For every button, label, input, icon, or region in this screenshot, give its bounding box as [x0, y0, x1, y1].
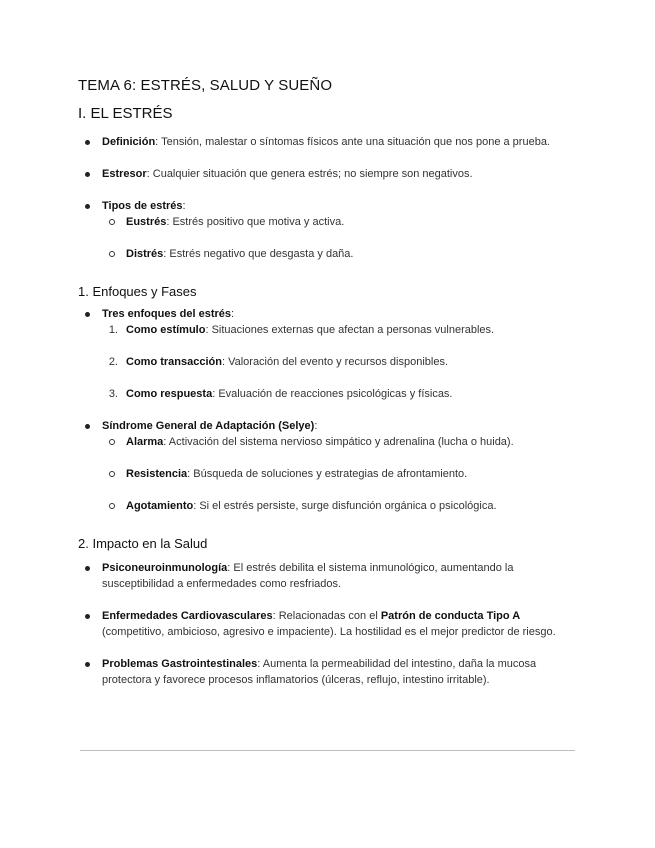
bullet-icon [85, 614, 90, 619]
text-estimulo: : Situaciones externas que afectan a personas vulnerables. [205, 324, 495, 336]
approaches-numbered-list [102, 322, 583, 402]
term-respuesta: Como respuesta [126, 388, 213, 400]
list-item-tres-enfoques [78, 306, 583, 402]
term-estresor: Estresor [102, 168, 147, 180]
list-item-eustres [102, 214, 583, 230]
term-resistencia: Resistencia [126, 468, 188, 480]
list-item-definicion [78, 134, 583, 150]
text-transaccion: : Valoración del evento y recursos disponibles. [221, 356, 449, 368]
text-sga: : [314, 420, 318, 432]
term-tres-enfoques: Tres enfoques del estrés [102, 308, 231, 320]
text-tipos-estres: : [182, 200, 186, 212]
sga-phases-list [102, 434, 583, 514]
text-distres: : Estrés negativo que desgasta y daña. [163, 248, 354, 260]
hollow-bullet-icon [109, 471, 115, 477]
impacto-list [78, 560, 583, 688]
list-item-tipos-estres [78, 198, 583, 262]
term-definicion: Definición [102, 136, 156, 148]
term-alarma: Alarma [126, 436, 164, 448]
bullet-icon [85, 424, 90, 429]
term-tipo-a: Patrón de conducta Tipo A [380, 610, 521, 622]
list-item-estresor [78, 166, 583, 182]
hollow-bullet-icon [109, 219, 115, 225]
document-title: TEMA 6: ESTRÉS, SALUD Y SUEÑO [78, 77, 333, 94]
text-eustres: : Estrés positivo que motiva y activa. [166, 216, 345, 228]
text-tipo-a: (competitivo, ambicioso, agresivo e impaciente). La hostilidad es el mejor predictor de riesgo. [102, 626, 556, 638]
list-number: 1. [108, 324, 118, 336]
bullet-icon [85, 172, 90, 177]
subsection-title-enfoques: 1. Enfoques y Fases [78, 284, 197, 299]
term-cardiovasculares: Enfermedades Cardiovasculares [102, 610, 273, 622]
text-agotamiento: : Si el estrés persiste, surge disfunción orgánica o psicológica. [193, 500, 497, 512]
stress-types-list [102, 214, 583, 262]
bullet-icon [85, 312, 90, 317]
bullet-icon [85, 566, 90, 571]
list-number: 2. [108, 356, 118, 368]
bullet-icon [85, 662, 90, 667]
term-psiconeuroinmunologia: Psiconeuroinmunología [102, 562, 228, 574]
text-alarma: : Activación del sistema nervioso simpático y adrenalina (lucha o huida). [163, 436, 514, 448]
list-item-cardiovasculares [78, 608, 583, 640]
list-item-distres [102, 246, 583, 262]
text-tres-enfoques: : [231, 308, 235, 320]
list-item-psiconeuroinmunologia [78, 560, 583, 592]
hollow-bullet-icon [109, 439, 115, 445]
text-cardiovasculares: : Relacionadas con el [272, 610, 381, 622]
text-psiconeuroinmunologia: : El estrés debilita el sistema inmunológico, aumentando la susceptibilidad a enfermedades como resfriados. [102, 562, 514, 590]
list-item-respuesta [102, 386, 583, 402]
list-item-sga [78, 418, 583, 514]
enfoques-list [78, 306, 583, 514]
text-estresor: : Cualquier situación que genera estrés; no siempre son negativos. [146, 168, 473, 180]
list-item-agotamiento [102, 498, 583, 514]
list-number: 3. [108, 388, 118, 400]
list-item-gastrointestinales [78, 656, 583, 688]
text-resistencia: : Búsqueda de soluciones y estrategias de afrontamiento. [187, 468, 468, 480]
term-distres: Distrés [126, 248, 164, 260]
bullet-icon [85, 204, 90, 209]
text-definicion: : Tensión, malestar o síntomas físicos ante una situación que nos pone a prueba. [155, 136, 550, 148]
text-respuesta: : Evaluación de reacciones psicológicas y físicas. [212, 388, 453, 400]
section-title-estres: I. EL ESTRÉS [78, 105, 173, 122]
hollow-bullet-icon [109, 503, 115, 509]
text-gastrointestinales: : Aumenta la permeabilidad del intestino, daña la mucosa protectora y favorece procesos inflamatorios (úlceras, reflujo, intestino irritable). [102, 658, 537, 686]
list-item-alarma [102, 434, 583, 450]
subsection-title-impacto: 2. Impacto en la Salud [78, 536, 208, 551]
term-agotamiento: Agotamiento [126, 500, 194, 512]
bullet-icon [85, 140, 90, 145]
list-item-resistencia [102, 466, 583, 482]
list-item-estimulo [102, 322, 583, 338]
term-eustres: Eustrés [126, 216, 167, 228]
document-page [78, 76, 583, 688]
hollow-bullet-icon [109, 251, 115, 257]
term-estimulo: Como estímulo [126, 324, 206, 336]
term-sga: Síndrome General de Adaptación (Selye) [102, 420, 315, 432]
term-transaccion: Como transacción [126, 356, 222, 368]
term-gastrointestinales: Problemas Gastrointestinales [102, 658, 258, 670]
list-item-transaccion [102, 354, 583, 370]
estres-definitions-list [78, 134, 583, 262]
term-tipos-estres: Tipos de estrés [102, 200, 183, 212]
horizontal-divider [80, 750, 575, 751]
